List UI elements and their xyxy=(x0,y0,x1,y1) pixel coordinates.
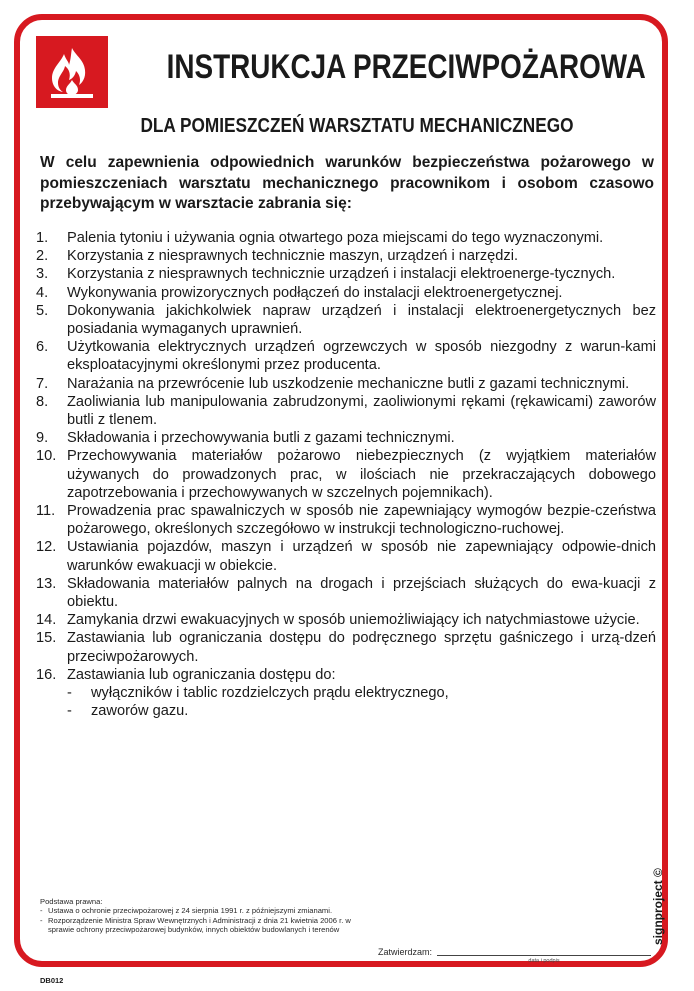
list-item: 3. Korzystania z niesprawnych technicznie urządzeń i instalacji elektroenerge-tycznych. xyxy=(36,266,616,283)
product-code: DB012 xyxy=(40,976,64,985)
list-item: 14. Zamykania drzwi ewakuacyjnych w sposób uniemożliwiający ich natychmiastowe użycie. xyxy=(36,612,640,629)
sign-subtitle: DLA POMIESZCZEŃ WARSZTATU MECHANICZNEGO xyxy=(140,114,574,137)
legal-heading: Podstawa prawna: xyxy=(40,897,103,906)
legal-basis xyxy=(40,897,370,935)
prohibitions-list xyxy=(36,229,656,720)
list-item: 1. Palenia tytoniu i używania ognia otwartego poza miejscami do tego wyznaczonymi. xyxy=(36,230,604,246)
sign-title: INSTRUKCJA PRZECIWPOŻAROWA xyxy=(166,48,646,86)
list-item: 16. Zastawiania lub ograniczania dostępu do: - wyłączników i tablic rozdzielczych prądu elektrycznego, - zaworów gazu. xyxy=(36,666,656,721)
legal-item: - Ustawa o ochronie przeciwpożarowej z 24 sierpnia 1991 r. z późniejszymi zmianami. xyxy=(40,906,333,916)
list-item: 13. Składowania materiałów palnych na drogach i przejściach służących do ewa-kuacji z obiektu. xyxy=(36,575,656,611)
list-item: 4. Wykonywania prowizorycznych podłączeń do instalacji elektroenergetycznej. xyxy=(36,284,563,301)
signature-caption: data i podpis xyxy=(528,958,560,964)
signature-line xyxy=(437,955,651,956)
list-item: 6. Użytkowania elektrycznych urządzeń ogrzewczych w sposób niezgodny z warun-kami eksploatacyjnymi określonymi przez producenta. xyxy=(36,339,656,374)
list-item: 15. Zastawiania lub ograniczania dostępu do podręcznego sprzętu gaśniczego i urzą-dzeń przeciwpożarowych. xyxy=(36,630,656,665)
intro-paragraph: W celu zapewnienia odpowiednich warunków bezpieczeństwa pożarowego w pomieszczeniach warsztatu mechanicznego pracownikom i osobom czasowo przebywającym w warsztacie zabrania się: xyxy=(40,154,654,212)
legal-item: - Rozporządzenie Ministra Spraw Wewnętrznych i Administracji z dnia 21 kwietnia 2006 r. w sprawie ochrony przeciwpożarowej budynków, innych obiektów budowlanych i terenów xyxy=(40,915,351,935)
approval-label: Zatwierdzam: xyxy=(378,947,433,957)
sub-item: - wyłączników i tablic rozdzielczych prądu elektrycznego, xyxy=(67,685,449,702)
list-item: 8. Zaoliwiania lub manipulowania zabrudzonymi, zaoliwionymi rękami (rękawicami) zaworów butli z tlenem. xyxy=(36,393,656,429)
list-item: 2. Korzystania z niesprawnych technicznie maszyn, urządzeń i narzędzi. xyxy=(36,248,518,265)
brand-mark: signproject © xyxy=(651,868,665,945)
fire-icon xyxy=(36,36,108,108)
list-item: 7. Narażania na przewrócenie lub uszkodzenie mechaniczne butli z gazami technicznymi. xyxy=(36,375,630,392)
sub-item: - zaworów gazu. xyxy=(67,703,189,720)
list-item: 11. Prowadzenia prac spawalniczych w sposób nie zapewniający wymogów bezpie-czeństwa pożarowego, określonych szczegółowo w instrukcji technologiczno-ruchowej. xyxy=(36,503,656,538)
list-item: 10. Przechowywania materiałów pożarowo niebezpiecznych (z wyjątkiem materiałów używanych do prowadzonych prac, w ilościach nie przekraczających dobowego zapotrzebowania i przechowywanych w szczelnych pojemnikach). xyxy=(36,448,656,501)
list-item: 5. Dokonywania jakichkolwiek napraw urządzeń i instalacji elektroenergetycznych bez posiadania wymaganych uprawnień. xyxy=(36,302,656,338)
list-item: 12. Ustawiania pojazdów, maszyn i urządzeń w sposób nie zapewniający odpowie-dnich warunków ewakuacji w obiekcie. xyxy=(36,539,656,574)
list-item: 9. Składowania i przechowywania butli z gazami technicznymi. xyxy=(36,430,455,447)
